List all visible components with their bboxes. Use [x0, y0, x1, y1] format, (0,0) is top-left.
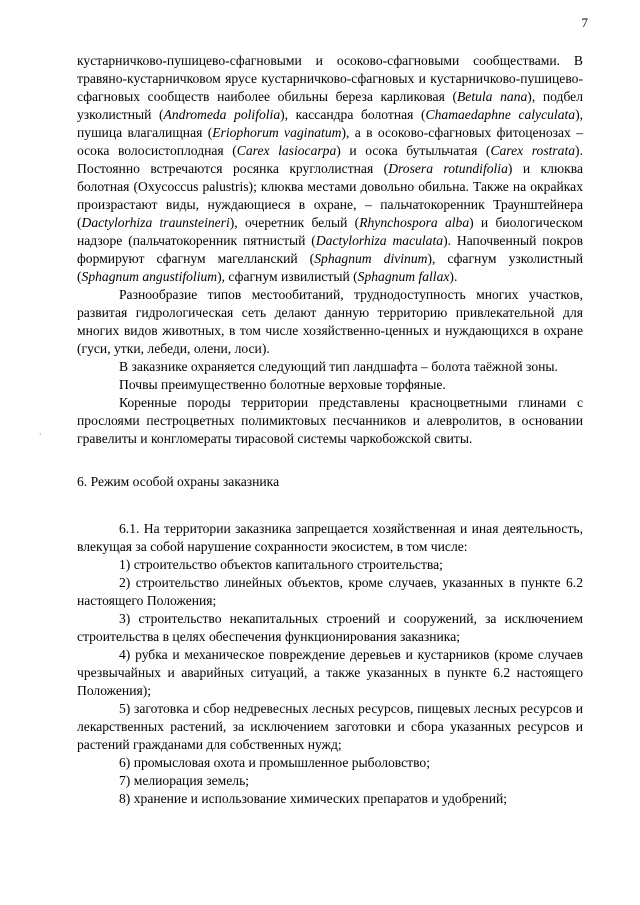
- list-item: 8) хранение и использование химических препаратов и удобрений;: [119, 791, 508, 806]
- paragraph-prohibitions-intro: 6.1. На территории заказника запрещается хозяйственная и иная деятельность, влекущая за собой нарушение сохранности экосистем, в том числе:: [77, 521, 583, 554]
- list-item: 3) строительство некапитальных строений и сооружений, за исключением строительства в целях обеспечения функционирования заказника;: [77, 611, 583, 644]
- page-number: 7: [581, 15, 588, 30]
- paragraph-landscape: В заказнике охраняется следующий тип ландшафта – болота таёжной зоны.: [119, 359, 558, 374]
- paragraph-habitats: Разнообразие типов местообитаний, труднодоступность многих участков, развитая гидрологическая сеть делают данную территорию привлекательной для многих видов животных, в том числе хозяйственно-ценных и нуждающихся в охране (гуси, утки, лебеди, олени, лоси).: [77, 287, 583, 356]
- section-heading: 6. Режим особой охраны заказника: [77, 474, 280, 489]
- document-body: [77, 52, 583, 808]
- list-item: 5) заготовка и сбор недревесных лесных ресурсов, пищевых лесных ресурсов и лекарственных растений, за исключением заготовки и сбора указанных ресурсов и растений гражданами для собственных нужд;: [77, 701, 583, 752]
- margin-mark: ,: [39, 426, 42, 437]
- paragraph-bedrock: Коренные породы территории представлены красноцветными глинами с прослоями пестроцветных полимиктовых песчанников и алевролитов, в основании гравелиты и конгломераты тирасовой системы чаркобожской свиты.: [77, 395, 583, 446]
- paragraph-soils: Почвы преимущественно болотные верховые торфяные.: [119, 377, 446, 392]
- list-item: 2) строительство линейных объектов, кроме случаев, указанных в пункте 6.2 настоящего Положения;: [77, 575, 583, 608]
- list-item: 1) строительство объектов капитального строительства;: [119, 557, 443, 572]
- paragraph-vegetation: кустарничково-пушицево-сфагновыми и осоково-сфагновыми сообществами. В травяно-кустарничковом ярусе кустарничково-сфагновых и кустарничково-пушицево-сфагновых сообществ наиболее обильны береза карликовая (Betula nana), подбел узколистный (Andromeda polifolia), кассандра болотная (Chamaedaphne calyculata), пушица влагалищная (Eriophorum vaginatum), а в осоково-сфагновых фитоценозах – осока волосистоплодная (Carex lasiocarpa) и осока бутыльчатая (Carex rostrata). Постоянно встречаются росянка круглолистная (Drosera rotundifolia) и клюква болотная (Oxycoccus palustris); клюква местами довольно обильна. Также на окрайках произрастают виды, нуждающиеся в охране, – пальчатокоренник Траунштейнера (Dactylorhiza traunsteineri), очеретник белый (Rhynchospora alba) и биологическом надзоре (пальчатокоренник пятнистый (Dactylorhiza maculata). Напочвенный покров формируют сфагнум магелланский (Sphagnum divinum), сфагнум узколистный (Sphagnum angustifolium), сфагнум извилистый (Sphagnum fallax).: [77, 53, 584, 284]
- list-item: 7) мелиорация земель;: [119, 773, 250, 788]
- list-item: 6) промысловая охота и промышленное рыболовство;: [119, 755, 431, 770]
- list-item: 4) рубка и механическое повреждение деревьев и кустарников (кроме случаев чрезвычайных и аварийных ситуаций, а также указанных в пункте 6.2 настоящего Положения);: [77, 647, 583, 698]
